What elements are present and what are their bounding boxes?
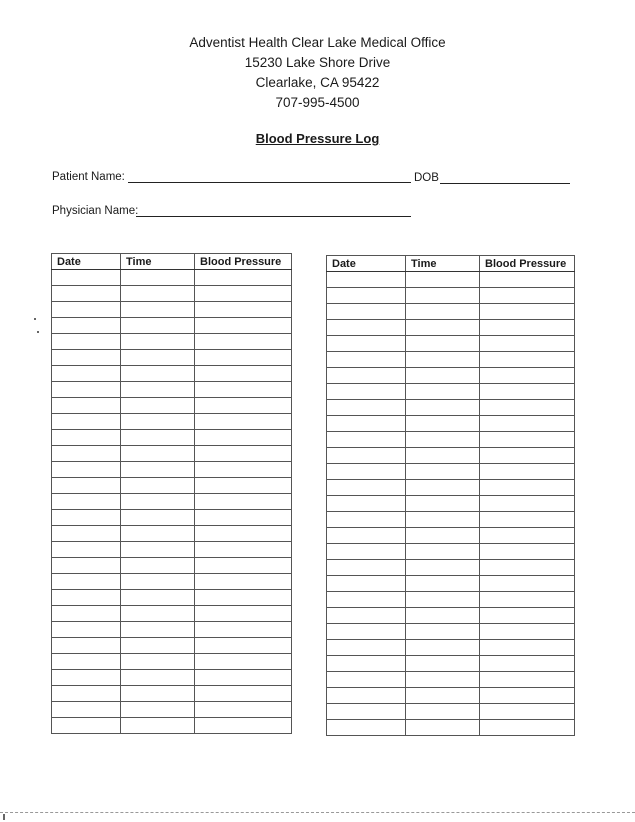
time-cell[interactable]: [121, 510, 195, 526]
date-cell[interactable]: [52, 638, 121, 654]
blood-pressure-cell[interactable]: [195, 478, 292, 494]
time-cell[interactable]: [406, 720, 480, 736]
date-cell[interactable]: [327, 544, 406, 560]
blood-pressure-cell[interactable]: [480, 304, 575, 320]
date-cell[interactable]: [327, 624, 406, 640]
dob-label: DOB: [414, 172, 439, 184]
table-row: [327, 720, 575, 736]
table-row: [327, 496, 575, 512]
time-cell[interactable]: [406, 624, 480, 640]
time-cell[interactable]: [121, 590, 195, 606]
blood-pressure-cell[interactable]: [480, 640, 575, 656]
right-log-rows: [327, 272, 575, 736]
table-row: [327, 512, 575, 528]
blood-pressure-cell[interactable]: [195, 558, 292, 574]
table-row: [52, 622, 292, 638]
table-row: [52, 654, 292, 670]
blood-pressure-cell[interactable]: [480, 400, 575, 416]
time-cell[interactable]: [406, 400, 480, 416]
time-cell[interactable]: [406, 704, 480, 720]
blood-pressure-cell[interactable]: [480, 672, 575, 688]
scan-speck: [37, 331, 39, 333]
time-cell[interactable]: [406, 432, 480, 448]
blood-pressure-cell[interactable]: [195, 526, 292, 542]
time-cell[interactable]: [406, 688, 480, 704]
table-row: [327, 640, 575, 656]
table-row: [327, 288, 575, 304]
table-row: [52, 574, 292, 590]
time-cell[interactable]: [406, 304, 480, 320]
table-row: [52, 686, 292, 702]
blood-pressure-cell[interactable]: [195, 414, 292, 430]
column-header-blood-pressure: Blood Pressure: [480, 256, 575, 272]
time-cell[interactable]: [121, 446, 195, 462]
time-cell[interactable]: [121, 606, 195, 622]
table-row: [52, 510, 292, 526]
column-header-date: Date: [52, 254, 121, 270]
blood-pressure-cell[interactable]: [480, 336, 575, 352]
blood-pressure-cell[interactable]: [480, 448, 575, 464]
time-cell[interactable]: [121, 702, 195, 718]
table-row: [52, 702, 292, 718]
time-cell[interactable]: [121, 414, 195, 430]
physician-name-field[interactable]: [136, 216, 411, 217]
table-row: [327, 416, 575, 432]
physician-name-label: Physician Name:: [52, 205, 139, 217]
time-cell[interactable]: [121, 670, 195, 686]
table-row: [327, 592, 575, 608]
date-cell[interactable]: [52, 302, 121, 318]
blood-pressure-cell[interactable]: [480, 496, 575, 512]
office-header: [0, 33, 635, 113]
date-cell[interactable]: [52, 670, 121, 686]
blood-pressure-cell[interactable]: [195, 398, 292, 414]
time-cell[interactable]: [121, 654, 195, 670]
table-row: [327, 384, 575, 400]
time-cell[interactable]: [121, 718, 195, 734]
table-row: [52, 446, 292, 462]
table-row: [52, 334, 292, 350]
column-header-blood-pressure: Blood Pressure: [195, 254, 292, 270]
blood-pressure-cell[interactable]: [480, 704, 575, 720]
time-cell[interactable]: [121, 622, 195, 638]
date-cell[interactable]: [327, 448, 406, 464]
date-cell[interactable]: [327, 368, 406, 384]
time-cell[interactable]: [406, 576, 480, 592]
time-cell[interactable]: [406, 544, 480, 560]
blood-pressure-cell[interactable]: [195, 302, 292, 318]
blood-pressure-cell[interactable]: [195, 382, 292, 398]
date-cell[interactable]: [327, 672, 406, 688]
blood-pressure-cell[interactable]: [480, 608, 575, 624]
date-cell[interactable]: [52, 606, 121, 622]
date-cell[interactable]: [327, 336, 406, 352]
table-row: [327, 624, 575, 640]
column-header-time: Time: [121, 254, 195, 270]
blood-pressure-cell[interactable]: [480, 656, 575, 672]
date-cell[interactable]: [327, 496, 406, 512]
blood-pressure-cell[interactable]: [195, 702, 292, 718]
table-row: [327, 688, 575, 704]
date-cell[interactable]: [327, 608, 406, 624]
time-cell[interactable]: [406, 560, 480, 576]
table-row: [52, 542, 292, 558]
blood-pressure-cell[interactable]: [195, 670, 292, 686]
table-row: [52, 558, 292, 574]
blood-pressure-cell[interactable]: [195, 654, 292, 670]
table-row: [327, 320, 575, 336]
office-street: 15230 Lake Shore Drive: [244, 55, 391, 70]
blood-pressure-cell[interactable]: [195, 366, 292, 382]
date-cell[interactable]: [52, 286, 121, 302]
date-cell[interactable]: [52, 510, 121, 526]
table-row: [52, 318, 292, 334]
patient-name-field[interactable]: [128, 182, 411, 183]
date-cell[interactable]: [52, 558, 121, 574]
time-cell[interactable]: [406, 448, 480, 464]
blood-pressure-cell[interactable]: [480, 528, 575, 544]
page-bottom-rule: [0, 812, 635, 813]
blood-pressure-cell[interactable]: [480, 464, 575, 480]
table-row: [52, 414, 292, 430]
dob-field[interactable]: [440, 183, 570, 184]
date-cell[interactable]: [327, 656, 406, 672]
blood-pressure-cell[interactable]: [195, 638, 292, 654]
table-row: [327, 432, 575, 448]
scan-speck: [3, 814, 5, 820]
blood-pressure-cell[interactable]: [480, 480, 575, 496]
column-header-date: Date: [327, 256, 406, 272]
office-phone: 707-995-4500: [275, 95, 360, 110]
time-cell[interactable]: [121, 478, 195, 494]
time-cell[interactable]: [406, 592, 480, 608]
blood-pressure-cell[interactable]: [195, 334, 292, 350]
date-cell[interactable]: [327, 528, 406, 544]
date-cell[interactable]: [327, 288, 406, 304]
blood-pressure-cell[interactable]: [195, 590, 292, 606]
blood-pressure-cell[interactable]: [480, 592, 575, 608]
table-row: [327, 656, 575, 672]
time-cell[interactable]: [121, 526, 195, 542]
blood-pressure-cell[interactable]: [480, 512, 575, 528]
table-row: [52, 494, 292, 510]
date-cell[interactable]: [52, 494, 121, 510]
blood-pressure-cell[interactable]: [480, 384, 575, 400]
date-cell[interactable]: [52, 350, 121, 366]
table-row: [52, 270, 292, 286]
blood-pressure-cell[interactable]: [195, 446, 292, 462]
time-cell[interactable]: [406, 320, 480, 336]
date-cell[interactable]: [52, 366, 121, 382]
date-cell[interactable]: [52, 526, 121, 542]
column-header-time: Time: [406, 256, 480, 272]
table-row: [52, 398, 292, 414]
time-cell[interactable]: [406, 272, 480, 288]
time-cell[interactable]: [121, 302, 195, 318]
patient-name-label: Patient Name:: [52, 171, 125, 183]
table-row: [52, 350, 292, 366]
blood-pressure-cell[interactable]: [480, 720, 575, 736]
date-cell[interactable]: [52, 478, 121, 494]
time-cell[interactable]: [121, 542, 195, 558]
time-cell[interactable]: [406, 352, 480, 368]
blood-pressure-cell[interactable]: [480, 288, 575, 304]
table-row: [327, 608, 575, 624]
table-row: [327, 544, 575, 560]
table-row: [327, 400, 575, 416]
date-cell[interactable]: [327, 384, 406, 400]
blood-pressure-cell[interactable]: [480, 352, 575, 368]
time-cell[interactable]: [121, 382, 195, 398]
date-cell[interactable]: [52, 622, 121, 638]
blood-pressure-cell[interactable]: [195, 606, 292, 622]
table-row: [327, 704, 575, 720]
time-cell[interactable]: [121, 558, 195, 574]
time-cell[interactable]: [121, 366, 195, 382]
date-cell[interactable]: [327, 592, 406, 608]
time-cell[interactable]: [406, 512, 480, 528]
time-cell[interactable]: [121, 494, 195, 510]
time-cell[interactable]: [406, 496, 480, 512]
date-cell[interactable]: [327, 640, 406, 656]
page-title: Blood Pressure Log: [255, 131, 380, 146]
table-row: [327, 272, 575, 288]
date-cell[interactable]: [327, 432, 406, 448]
time-cell[interactable]: [121, 286, 195, 302]
time-cell[interactable]: [406, 608, 480, 624]
table-row: [327, 304, 575, 320]
table-row: [52, 670, 292, 686]
time-cell[interactable]: [121, 270, 195, 286]
time-cell[interactable]: [406, 656, 480, 672]
table-row: [52, 430, 292, 446]
time-cell[interactable]: [121, 318, 195, 334]
date-cell[interactable]: [327, 688, 406, 704]
table-row: [52, 590, 292, 606]
date-cell[interactable]: [327, 320, 406, 336]
time-cell[interactable]: [406, 672, 480, 688]
time-cell[interactable]: [121, 638, 195, 654]
date-cell[interactable]: [52, 430, 121, 446]
date-cell[interactable]: [327, 576, 406, 592]
time-cell[interactable]: [406, 640, 480, 656]
blood-pressure-cell[interactable]: [195, 430, 292, 446]
table-row: [327, 352, 575, 368]
table-row: [52, 382, 292, 398]
time-cell[interactable]: [406, 528, 480, 544]
blood-pressure-cell[interactable]: [195, 718, 292, 734]
date-cell[interactable]: [327, 304, 406, 320]
date-cell[interactable]: [52, 718, 121, 734]
left-log-table: [51, 253, 292, 734]
date-cell[interactable]: [52, 654, 121, 670]
table-row: [52, 366, 292, 382]
date-cell[interactable]: [327, 464, 406, 480]
time-cell[interactable]: [406, 416, 480, 432]
date-cell[interactable]: [327, 704, 406, 720]
date-cell[interactable]: [327, 400, 406, 416]
blood-pressure-cell[interactable]: [195, 286, 292, 302]
time-cell[interactable]: [406, 336, 480, 352]
blood-pressure-cell[interactable]: [195, 318, 292, 334]
blood-pressure-cell[interactable]: [480, 432, 575, 448]
date-cell[interactable]: [52, 590, 121, 606]
blood-pressure-cell[interactable]: [480, 368, 575, 384]
blood-pressure-cell[interactable]: [195, 542, 292, 558]
time-cell[interactable]: [406, 480, 480, 496]
date-cell[interactable]: [52, 398, 121, 414]
table-row: [52, 526, 292, 542]
table-row: [327, 480, 575, 496]
blood-pressure-cell[interactable]: [195, 350, 292, 366]
time-cell[interactable]: [121, 398, 195, 414]
date-cell[interactable]: [52, 686, 121, 702]
date-cell[interactable]: [52, 270, 121, 286]
blood-pressure-cell[interactable]: [480, 576, 575, 592]
date-cell[interactable]: [52, 702, 121, 718]
time-cell[interactable]: [121, 350, 195, 366]
blood-pressure-cell[interactable]: [480, 624, 575, 640]
table-row: [52, 286, 292, 302]
right-log-table: [326, 255, 575, 736]
table-row: [327, 464, 575, 480]
blood-pressure-cell[interactable]: [195, 510, 292, 526]
date-cell[interactable]: [52, 382, 121, 398]
date-cell[interactable]: [327, 480, 406, 496]
table-row: [327, 448, 575, 464]
blood-pressure-cell[interactable]: [480, 416, 575, 432]
table-row: [52, 718, 292, 734]
time-cell[interactable]: [406, 384, 480, 400]
table-row: [52, 638, 292, 654]
blood-pressure-cell[interactable]: [480, 272, 575, 288]
blood-pressure-cell[interactable]: [195, 686, 292, 702]
table-row: [52, 462, 292, 478]
date-cell[interactable]: [52, 446, 121, 462]
scan-speck: [34, 318, 36, 320]
date-cell[interactable]: [327, 512, 406, 528]
time-cell[interactable]: [121, 686, 195, 702]
blood-pressure-cell[interactable]: [195, 494, 292, 510]
date-cell[interactable]: [52, 574, 121, 590]
date-cell[interactable]: [327, 352, 406, 368]
blood-pressure-cell[interactable]: [480, 688, 575, 704]
blood-pressure-cell[interactable]: [480, 320, 575, 336]
table-row: [327, 560, 575, 576]
table-row: [327, 528, 575, 544]
date-cell[interactable]: [52, 542, 121, 558]
time-cell[interactable]: [121, 334, 195, 350]
date-cell[interactable]: [52, 334, 121, 350]
date-cell[interactable]: [52, 462, 121, 478]
table-row: [327, 368, 575, 384]
blood-pressure-cell[interactable]: [195, 622, 292, 638]
time-cell[interactable]: [121, 574, 195, 590]
table-row: [52, 302, 292, 318]
time-cell[interactable]: [406, 368, 480, 384]
time-cell[interactable]: [121, 462, 195, 478]
left-log-rows: [52, 270, 292, 734]
time-cell[interactable]: [406, 464, 480, 480]
time-cell[interactable]: [121, 430, 195, 446]
date-cell[interactable]: [52, 414, 121, 430]
date-cell[interactable]: [327, 416, 406, 432]
blood-pressure-cell[interactable]: [195, 270, 292, 286]
table-row: [52, 606, 292, 622]
header-row: [327, 256, 575, 272]
table-row: [52, 478, 292, 494]
date-cell[interactable]: [327, 272, 406, 288]
table-row: [327, 672, 575, 688]
office-city-state-zip: Clearlake, CA 95422: [255, 75, 380, 90]
table-row: [327, 576, 575, 592]
date-cell[interactable]: [52, 318, 121, 334]
date-cell[interactable]: [327, 720, 406, 736]
blood-pressure-cell[interactable]: [480, 560, 575, 576]
blood-pressure-cell[interactable]: [480, 544, 575, 560]
blood-pressure-cell[interactable]: [195, 574, 292, 590]
office-name: Adventist Health Clear Lake Medical Office: [189, 35, 446, 50]
blood-pressure-cell[interactable]: [195, 462, 292, 478]
table-row: [327, 336, 575, 352]
time-cell[interactable]: [406, 288, 480, 304]
date-cell[interactable]: [327, 560, 406, 576]
header-row: [52, 254, 292, 270]
